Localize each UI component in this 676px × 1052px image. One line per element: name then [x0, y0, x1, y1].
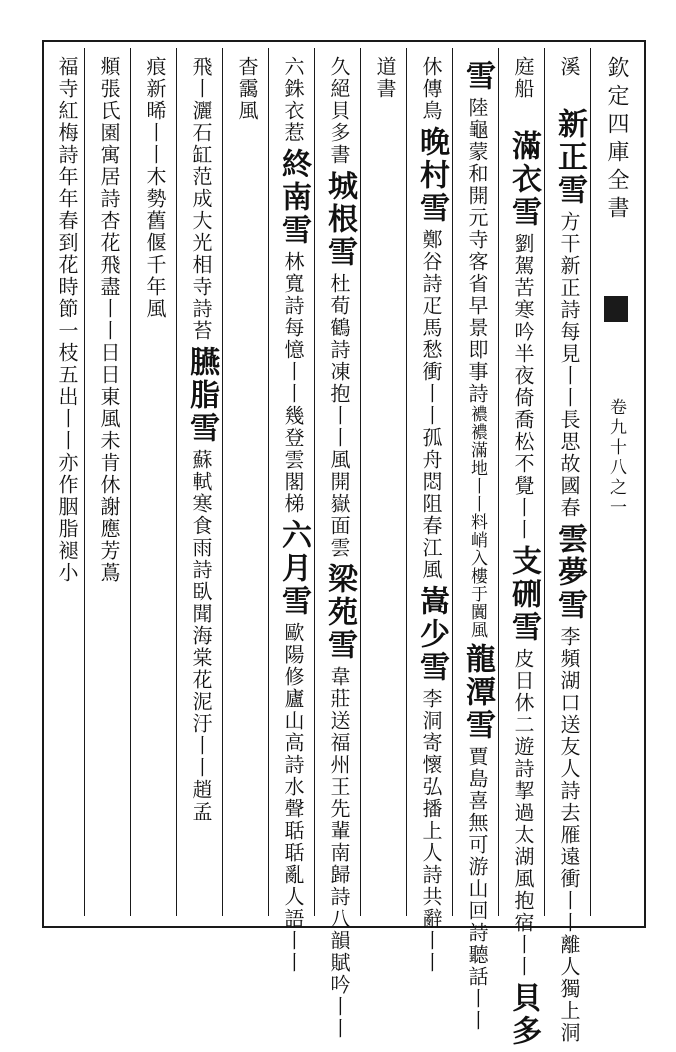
entry-heading: 終南雪 — [276, 148, 311, 247]
entry-heading: 龍潭雪 — [460, 643, 495, 742]
entry-heading: 嵩少雪 — [414, 585, 449, 684]
entry-text: 庭船 — [511, 56, 535, 126]
text-column-1 — [547, 56, 591, 1044]
entry-heading: 六月雪 — [276, 519, 311, 618]
text-column-11 — [87, 56, 131, 906]
text-column-10 — [133, 56, 177, 906]
entry-text: 杳靄風 — [235, 56, 259, 122]
entry-heading: 支硎雪 — [506, 545, 541, 644]
entry-text: 方干新正詩每見丨丨長思故國春 — [557, 211, 581, 519]
entry-text: 歐陽修廬山高詩水聲聒聒亂人語丨丨 — [281, 622, 305, 974]
entry-text: 林寬詩每憶丨丨幾登雲閣梯 — [281, 251, 305, 515]
entry-heading: 雲夢雪 — [552, 523, 587, 622]
entry-text: 鄭谷詩疋馬愁衝丨丨孤舟悶阻春江風 — [419, 229, 443, 581]
entry-text: 杜荀鶴詩凍抱丨丨風開嶽面雲 — [327, 273, 351, 559]
entry-heading: 晚村雪 — [414, 126, 449, 225]
text-column-9 — [179, 56, 223, 906]
book-title: 欽定四庫全書 — [604, 56, 629, 224]
entry-heading: 貝多 — [506, 982, 541, 1048]
entry-heading: 臙脂雪 — [184, 346, 219, 445]
entry-heading: 滿衣雪 — [506, 130, 541, 229]
text-column-8 — [225, 56, 269, 906]
entry-text: 痕新晞丨丨木勢舊偃千年風 — [143, 56, 167, 320]
entry-text: 賈島喜無可游山回詩聽話丨丨 — [465, 746, 489, 1032]
text-column-12 — [45, 56, 89, 906]
volume-label: 卷九十八之一 — [606, 398, 626, 518]
entry-text: 久絕貝多書 — [327, 56, 351, 166]
entry-text: 溪 — [557, 56, 581, 104]
entry-text: 李洞寄懷弘播上人詩共辭丨丨 — [419, 688, 443, 974]
entry-text: 頫張氏園寓居詩杏花飛盡丨丨日日東風未肯休謝應芳蔦 — [97, 56, 121, 584]
entry-text: 飛丨灑石缸范成大光相寺詩苔 — [189, 56, 213, 342]
text-column-7 — [271, 56, 315, 974]
entry-heading: 新正雪 — [552, 108, 587, 207]
entry-text: 休傳鳥 — [419, 56, 443, 122]
entry-text: 劉駕苦寒吟半夜倚喬松不覺丨丨 — [511, 233, 535, 541]
entry-text: 蘇軾寒食雨詩臥聞海棠花泥汙丨丨趙孟 — [189, 449, 213, 823]
entry-text: 李頻湖口送友人詩去雁遠衝丨丨離人獨上洞 — [557, 626, 581, 1044]
text-column-2 — [501, 56, 545, 1048]
entry-text: 陸龜蒙和開元寺客省早景即事詩 — [465, 97, 489, 405]
entry-heading: 雪 — [460, 60, 495, 93]
entry-text: 襛襛滿地丨丨料峭入樓于闐風 — [467, 405, 487, 639]
entry-text: 韋莊送福州王先輩南歸詩八韻賦吟丨丨 — [327, 666, 351, 1040]
text-column-5 — [363, 56, 407, 906]
text-column-6 — [317, 56, 361, 1040]
fish-tail-mark — [604, 296, 628, 322]
entry-text: 福寺紅梅詩年年春到花時節一枝五出丨丨亦作胭脂褪小 — [55, 56, 79, 584]
entry-heading: 梁苑雪 — [322, 563, 357, 662]
text-column-3 — [455, 56, 499, 1032]
entry-text: 皮日休二遊詩挈過太湖風抱宿丨丨 — [511, 648, 535, 978]
entry-text: 道書 — [373, 56, 397, 100]
text-column-4 — [409, 56, 453, 974]
entry-heading: 城根雪 — [322, 170, 357, 269]
entry-text: 六銖衣惹 — [281, 56, 305, 144]
